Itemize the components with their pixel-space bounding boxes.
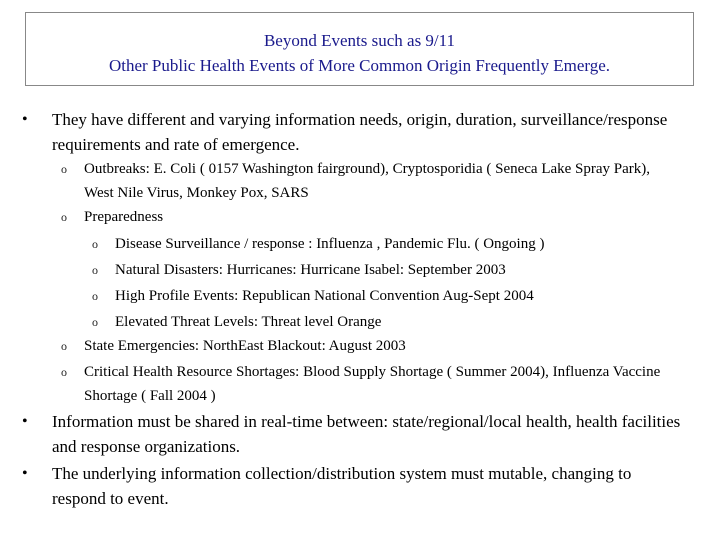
title-line-1: Beyond Events such as 9/11 <box>263 31 456 50</box>
bullet-item-2 <box>22 409 682 459</box>
subsub-item <box>92 258 682 282</box>
sub-item-state-emergencies <box>61 334 681 358</box>
bullet-dot: • <box>22 465 28 482</box>
bullet-text: They have different and varying information needs, origin, duration, surveillance/response requirements and rate of emergence. <box>52 110 668 154</box>
sub-bullet-marker: o <box>92 237 98 251</box>
bullet-item-1 <box>22 107 682 157</box>
sub-item-text: State Emergencies: NorthEast Blackout: August 2003 <box>84 338 406 354</box>
subsub-item <box>92 310 682 334</box>
sub-bullet-marker: o <box>92 263 98 277</box>
subsub-item-text: Disease Surveillance / response : Influenza , Pandemic Flu. ( Ongoing ) <box>115 236 545 252</box>
subsub-item-text: High Profile Events: Republican National Convention Aug-Sept 2004 <box>115 288 534 304</box>
sub-item-preparedness <box>61 205 681 229</box>
sub-item-text: Critical Health Resource Shortages: Blood Supply Shortage ( Summer 2004), Influenza Vaccine Shortage ( Fall 2004 ) <box>84 364 661 404</box>
bullet-dot: • <box>22 413 28 430</box>
bullet-text: Information must be shared in real-time between: state/regional/local health, health facilities and response organizations. <box>52 412 681 456</box>
subsub-item-text: Elevated Threat Levels: Threat level Orange <box>115 314 382 330</box>
sub-item-outbreaks <box>61 157 681 205</box>
sub-bullet-marker: o <box>92 315 98 329</box>
sub-bullet-marker: o <box>61 210 67 224</box>
subsub-item-text: Natural Disasters: Hurricanes: Hurricane Isabel: September 2003 <box>115 262 506 278</box>
subsub-item <box>92 232 682 256</box>
sub-bullet-marker: o <box>61 339 67 353</box>
sub-bullet-marker: o <box>61 162 67 176</box>
sub-bullet-marker: o <box>61 365 67 379</box>
sub-item-text: Preparedness <box>84 209 164 225</box>
sub-bullet-marker: o <box>92 289 98 303</box>
slide-title-box <box>25 12 694 86</box>
subsub-item <box>92 284 682 308</box>
sub-item-text: Outbreaks: E. Coli ( 0157 Washington fairground), Cryptosporidia ( Seneca Lake Spray Park), West Nile Virus, Monkey Pox, SARS <box>84 161 651 201</box>
bullet-item-3 <box>22 461 682 511</box>
bullet-dot: • <box>22 111 28 128</box>
title-line-2: Other Public Health Events of More Common Origin Frequently Emerge. <box>108 56 611 75</box>
sub-item-resource-shortages <box>61 360 681 408</box>
bullet-text: The underlying information collection/distribution system must mutable, changing to respond to event. <box>52 464 632 508</box>
